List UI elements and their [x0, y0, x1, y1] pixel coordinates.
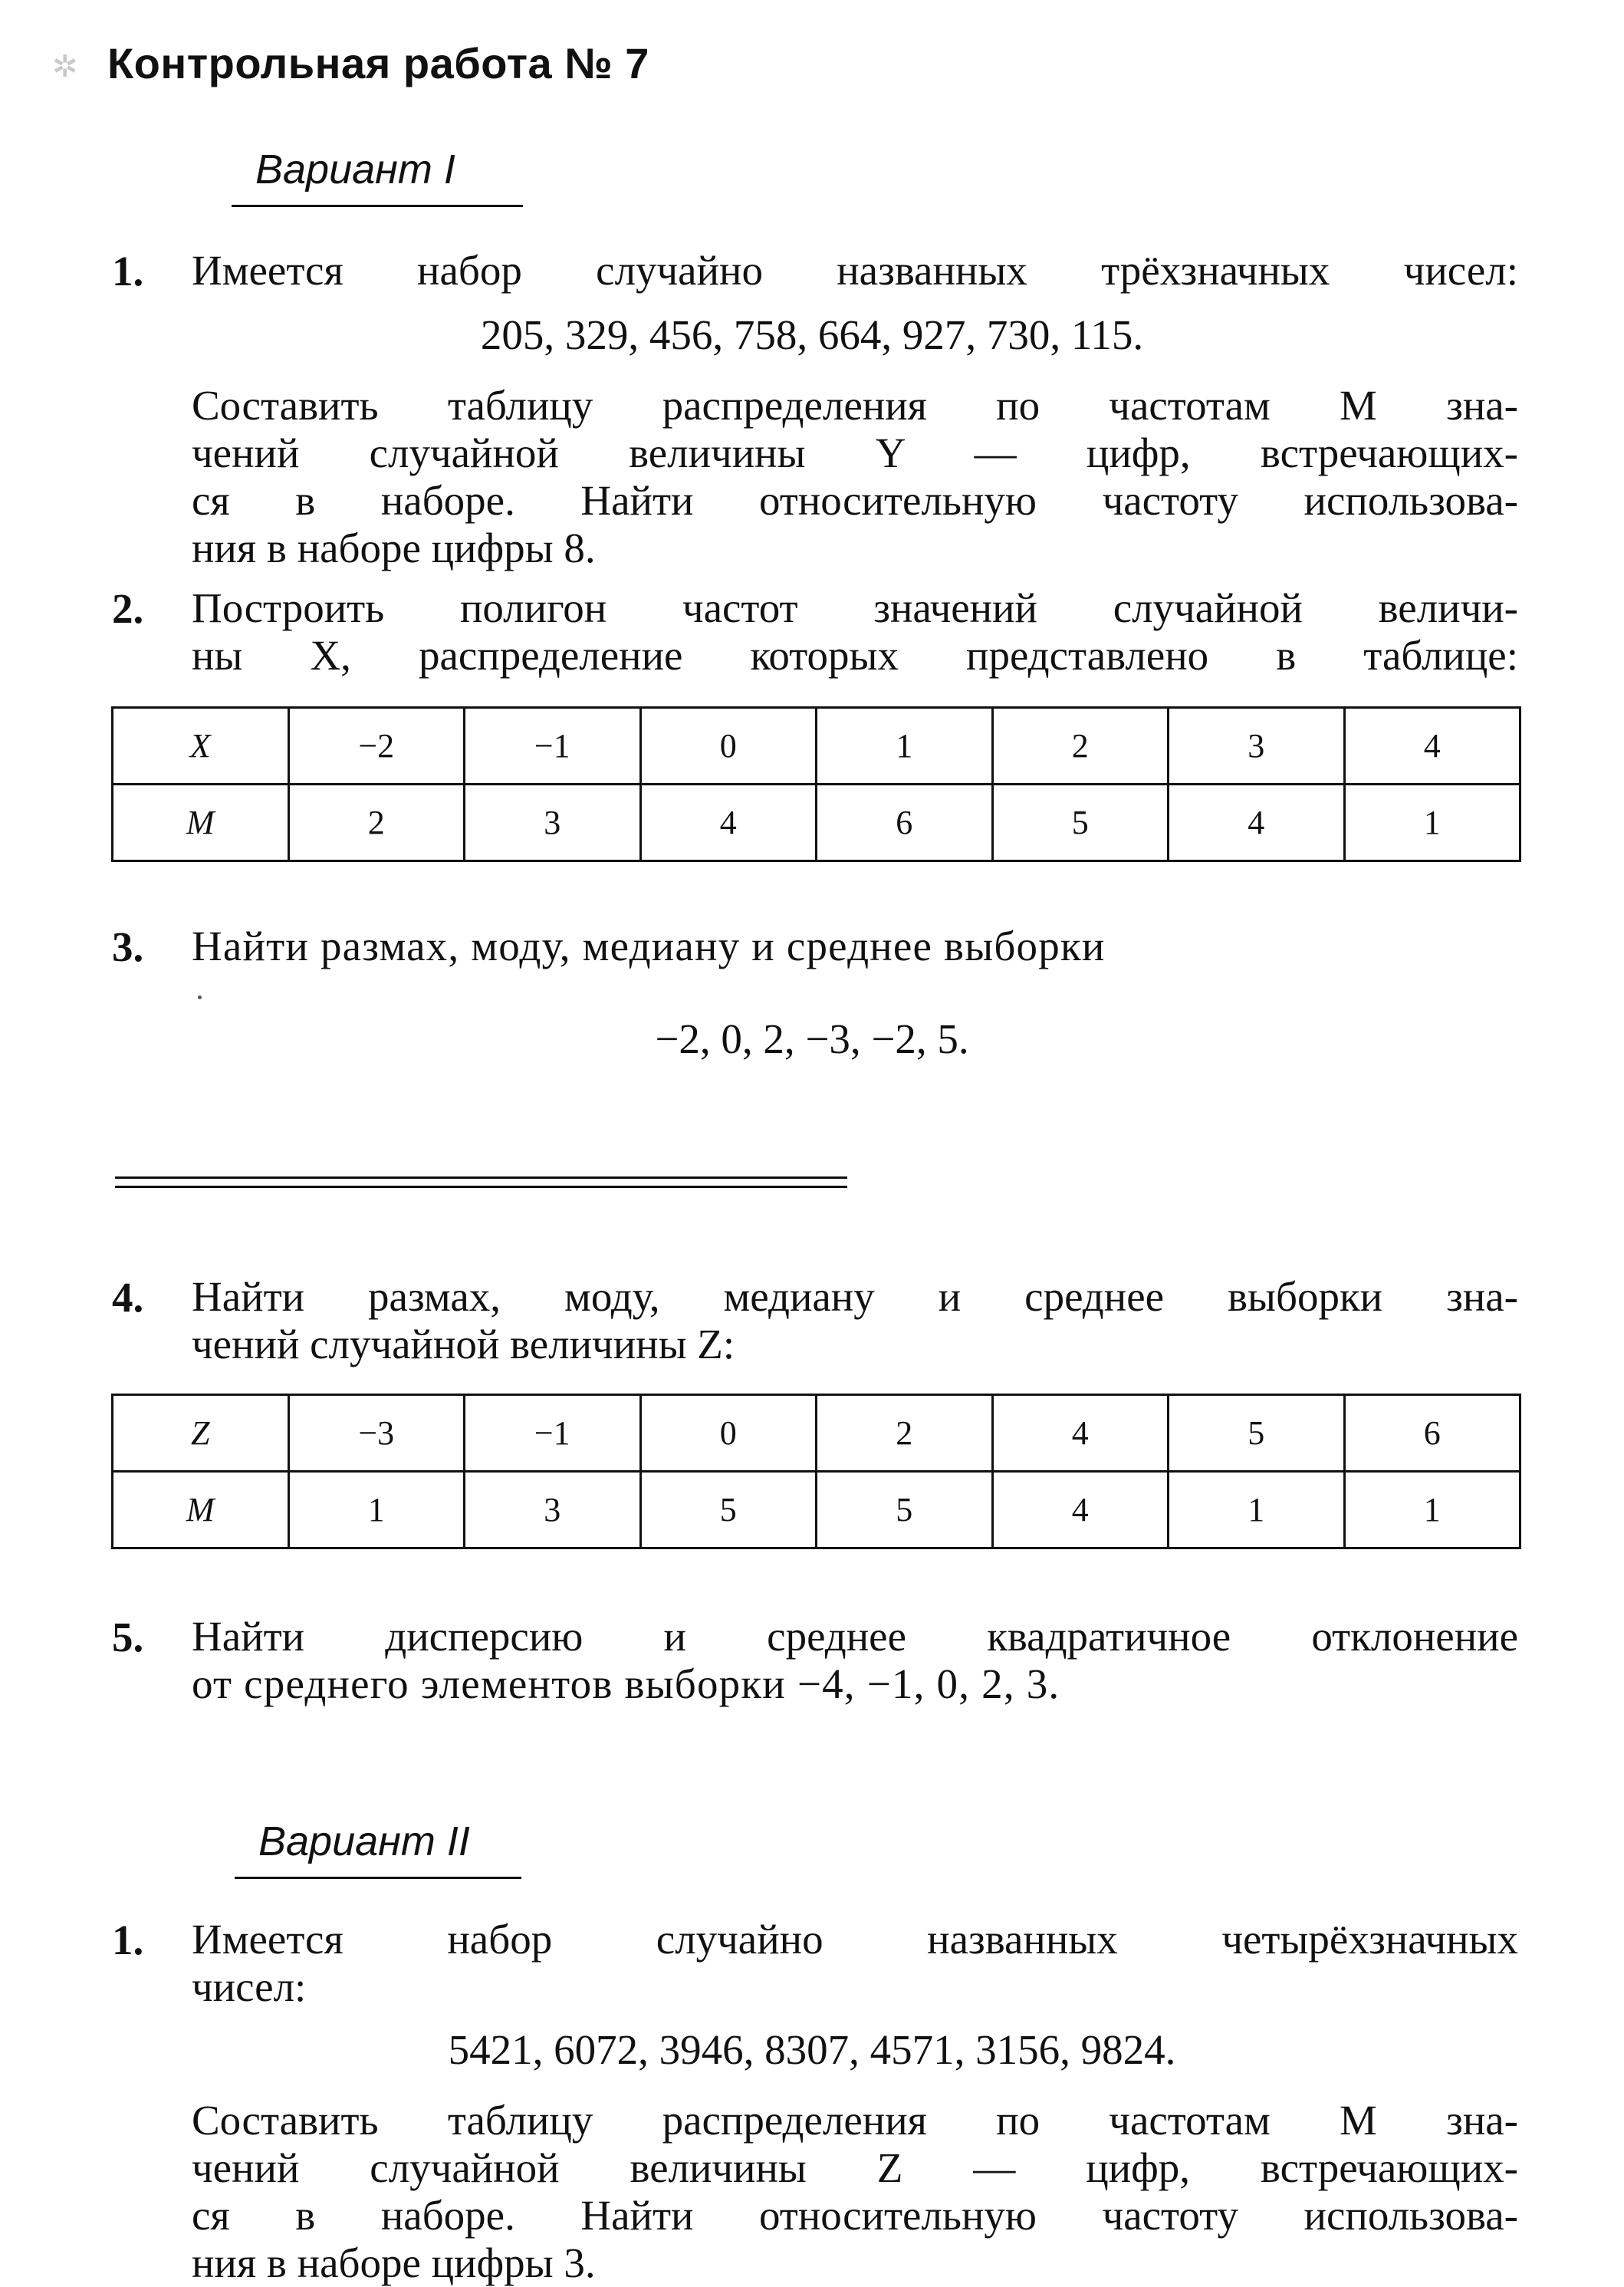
task-2-number: 2.: [112, 585, 144, 632]
distribution-table-z: [111, 1394, 1521, 1549]
task-1-text: [192, 247, 1518, 295]
v2-task-1-line-1: Имеется набор случайно названных четырёхзначных: [192, 1916, 1518, 1963]
task-3-text: [192, 923, 1518, 970]
task-5-line-1: Найти дисперсию и среднее квадратичное отклонение: [192, 1613, 1518, 1660]
variant-2-underline: [235, 1877, 521, 1879]
table-cell: 0: [640, 708, 817, 785]
task-4-line-2: чений случайной величины Z:: [192, 1321, 735, 1367]
table-cell: 4: [1344, 708, 1520, 785]
v2-task-1-continuation: [192, 2097, 1518, 2287]
table-row: [113, 1395, 1520, 1472]
v2-task-1-cont-line-3: ся в наборе. Найти относительную частоту использова-: [192, 2192, 1518, 2239]
task-1-cont-line-1: Составить таблицу распределения по частотам M зна-: [192, 382, 1518, 429]
table-cell: −3: [288, 1395, 465, 1472]
table-cell: 2: [288, 785, 465, 861]
table-cell: 3: [465, 785, 641, 861]
task-3-number: 3.: [112, 923, 144, 970]
task-1-continuation: [192, 382, 1518, 572]
v2-task-1-cont-line-4: ния в наборе цифры 3.: [192, 2239, 596, 2286]
table-cell: −1: [465, 708, 641, 785]
table-cell: Z: [113, 1395, 289, 1472]
table-cell: 1: [817, 708, 993, 785]
task-5-number: 5.: [112, 1614, 144, 1660]
table-row: [113, 708, 1520, 785]
task-1-cont-line-4: ния в наборе цифры 8.: [192, 525, 596, 571]
divider-line-top: [115, 1176, 847, 1179]
task-5-line-2: от среднего элементов выборки −4, −1, 0, 2, 3.: [192, 1660, 1060, 1707]
table-row: [113, 1472, 1520, 1548]
task-2-line-2: ны X, распределение которых представлено в таблице:: [192, 632, 1518, 679]
task-3-line-1: Найти размах, моду, медиану и среднее выборки: [192, 923, 1106, 969]
task-4-line-1: Найти размах, моду, медиану и среднее выборки зна-: [192, 1273, 1518, 1320]
variant-2-label: Вариант II: [258, 1818, 470, 1864]
table-cell: 4: [992, 1472, 1169, 1548]
table-cell: X: [113, 708, 289, 785]
table-cell: 2: [817, 1395, 993, 1472]
speck: [198, 995, 202, 999]
table-cell: −1: [465, 1395, 641, 1472]
table-cell: 4: [992, 1395, 1169, 1472]
task-1-cont-line-2: чений случайной величины Y — цифр, встречающих-: [192, 429, 1518, 476]
table-cell: 3: [465, 1472, 641, 1548]
page-title: Контрольная работа № 7: [107, 39, 649, 87]
table-cell: 5: [640, 1472, 817, 1548]
v2-task-1-cont-line-1: Составить таблицу распределения по частотам M зна-: [192, 2097, 1518, 2144]
v2-task-1-line-2: чисел:: [192, 1963, 307, 2010]
table-cell: 5: [1169, 1395, 1345, 1472]
table-cell: −2: [288, 708, 465, 785]
task-1-number: 1.: [112, 248, 144, 295]
task-3-numbers: −2, 0, 2, −3, −2, 5.: [655, 1015, 969, 1062]
divider-line-bottom: [115, 1186, 847, 1188]
table-row: [113, 785, 1520, 861]
task-2-line-1: Построить полигон частот значений случайной величи-: [192, 584, 1518, 631]
task-5-text: [192, 1613, 1518, 1708]
table-cell: 3: [1169, 708, 1345, 785]
task-4-number: 4.: [112, 1274, 144, 1321]
table-cell: 1: [288, 1472, 465, 1548]
v2-task-1-numbers: 5421, 6072, 3946, 8307, 4571, 3156, 9824.: [448, 2026, 1176, 2073]
task-1-line-1: Имеется набор случайно названных трёхзначных чисел:: [192, 247, 1518, 294]
star-icon: ✲: [52, 49, 78, 84]
variant-1-underline: [232, 205, 523, 207]
table-cell: 4: [1169, 785, 1345, 861]
v2-task-1-cont-line-2: чений случайной величины Z — цифр, встречающих-: [192, 2144, 1518, 2191]
table-cell: 5: [817, 1472, 993, 1548]
task-1-numbers: 205, 329, 456, 758, 664, 927, 730, 115.: [480, 311, 1144, 358]
variant-1-label: Вариант I: [255, 146, 455, 193]
table-cell: 2: [992, 708, 1169, 785]
table-cell: 1: [1344, 1472, 1520, 1548]
v2-task-1-number: 1.: [112, 1917, 144, 1963]
table-cell: 1: [1169, 1472, 1345, 1548]
task-1-cont-line-3: ся в наборе. Найти относительную частоту использова-: [192, 477, 1518, 524]
distribution-table-x: [111, 706, 1521, 862]
task-2-text: [192, 584, 1518, 680]
table-cell: 0: [640, 1395, 817, 1472]
table-cell: 6: [1344, 1395, 1520, 1472]
table-cell: 5: [992, 785, 1169, 861]
table-cell: 6: [817, 785, 993, 861]
table-cell: M: [113, 785, 289, 861]
table-cell: M: [113, 1472, 289, 1548]
table-cell: 4: [640, 785, 817, 861]
task-4-text: [192, 1273, 1518, 1368]
v2-task-1-text: [192, 1916, 1518, 2011]
table-cell: 1: [1344, 785, 1520, 861]
